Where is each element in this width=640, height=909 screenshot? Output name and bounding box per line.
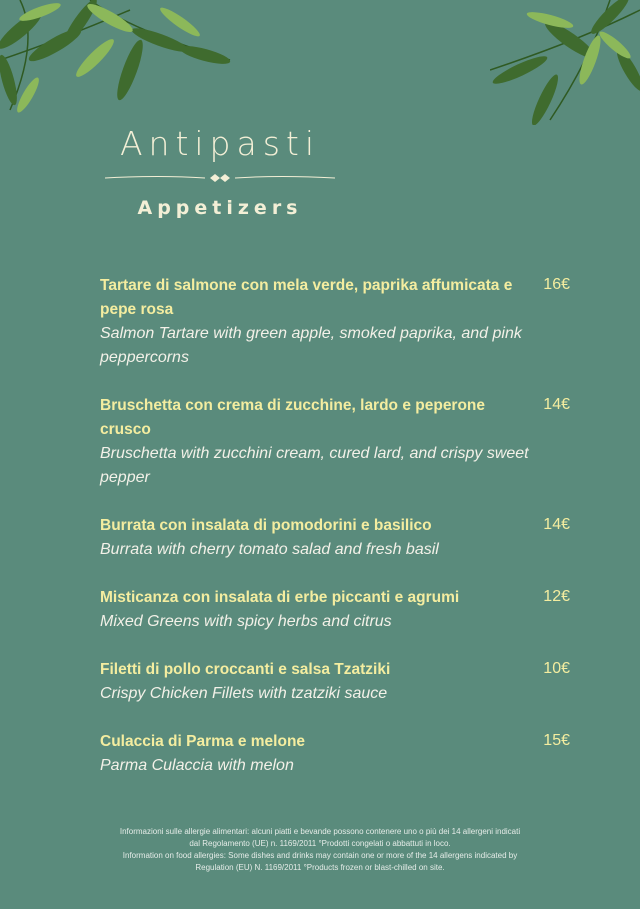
item-name-italian: Misticanza con insalata di erbe piccanti e agrumi bbox=[100, 589, 460, 606]
item-name-italian: Bruschetta con crema di zucchine, lardo e peperone crusco bbox=[100, 397, 486, 438]
item-price: 16€ bbox=[543, 276, 570, 293]
footer-line: Informazioni sulle allergie alimentari: alcuni piatti e bevande possono contenere uno o più dei 14 allergeni indicati bbox=[119, 827, 521, 836]
item-name-english: Burrata with cherry tomato salad and fresh basil bbox=[100, 541, 439, 558]
menu-item bbox=[100, 586, 580, 634]
menu-item bbox=[100, 730, 580, 778]
title-block bbox=[100, 120, 340, 222]
item-name-italian: Burrata con insalata di pomodorini e basilico bbox=[100, 517, 432, 534]
item-price: 10€ bbox=[543, 660, 570, 677]
item-name-italian: Tartare di salmone con mela verde, paprika affumicata e pepe rosa bbox=[100, 277, 513, 318]
olive-leaves-icon bbox=[490, 0, 640, 125]
item-price: 14€ bbox=[543, 516, 570, 533]
item-name-english: Crispy Chicken Fillets with tzatziki sauce bbox=[100, 685, 388, 702]
item-name-italian: Filetti di pollo croccanti e salsa Tzatziki bbox=[100, 661, 391, 678]
allergen-footer bbox=[60, 826, 580, 874]
menu-item bbox=[100, 658, 580, 706]
footer-line: dal Regolamento (UE) n. 1169/2011 °Prodotti congelati o abbattuti in loco. bbox=[189, 839, 451, 848]
item-name-english: Bruschetta with zucchini cream, cured lard, and crispy sweet pepper bbox=[100, 445, 529, 486]
olive-leaves-icon bbox=[0, 0, 240, 115]
item-price: 12€ bbox=[543, 588, 570, 605]
item-name-italian: Culaccia di Parma e melone bbox=[100, 733, 306, 750]
ornament-divider-icon bbox=[105, 172, 335, 184]
footer-line: Regulation (EU) N. 1169/2011 °Products frozen or blast-chilled on site. bbox=[195, 863, 445, 872]
page-subtitle: Appetizers bbox=[137, 197, 303, 219]
item-price: 14€ bbox=[543, 396, 570, 413]
menu-list bbox=[100, 274, 580, 802]
page-title: Antipasti bbox=[119, 124, 321, 163]
menu-item bbox=[100, 394, 580, 490]
footer-line: Information on food allergies: Some dishes and drinks may contain one or more of the 14 allergens indicated by bbox=[122, 851, 518, 860]
item-name-english: Mixed Greens with spicy herbs and citrus bbox=[100, 613, 392, 630]
item-name-english: Parma Culaccia with melon bbox=[100, 757, 294, 774]
menu-item bbox=[100, 274, 580, 370]
item-name-english: Salmon Tartare with green apple, smoked paprika, and pink peppercorns bbox=[100, 325, 522, 366]
item-price: 15€ bbox=[543, 732, 570, 749]
menu-item bbox=[100, 514, 580, 562]
